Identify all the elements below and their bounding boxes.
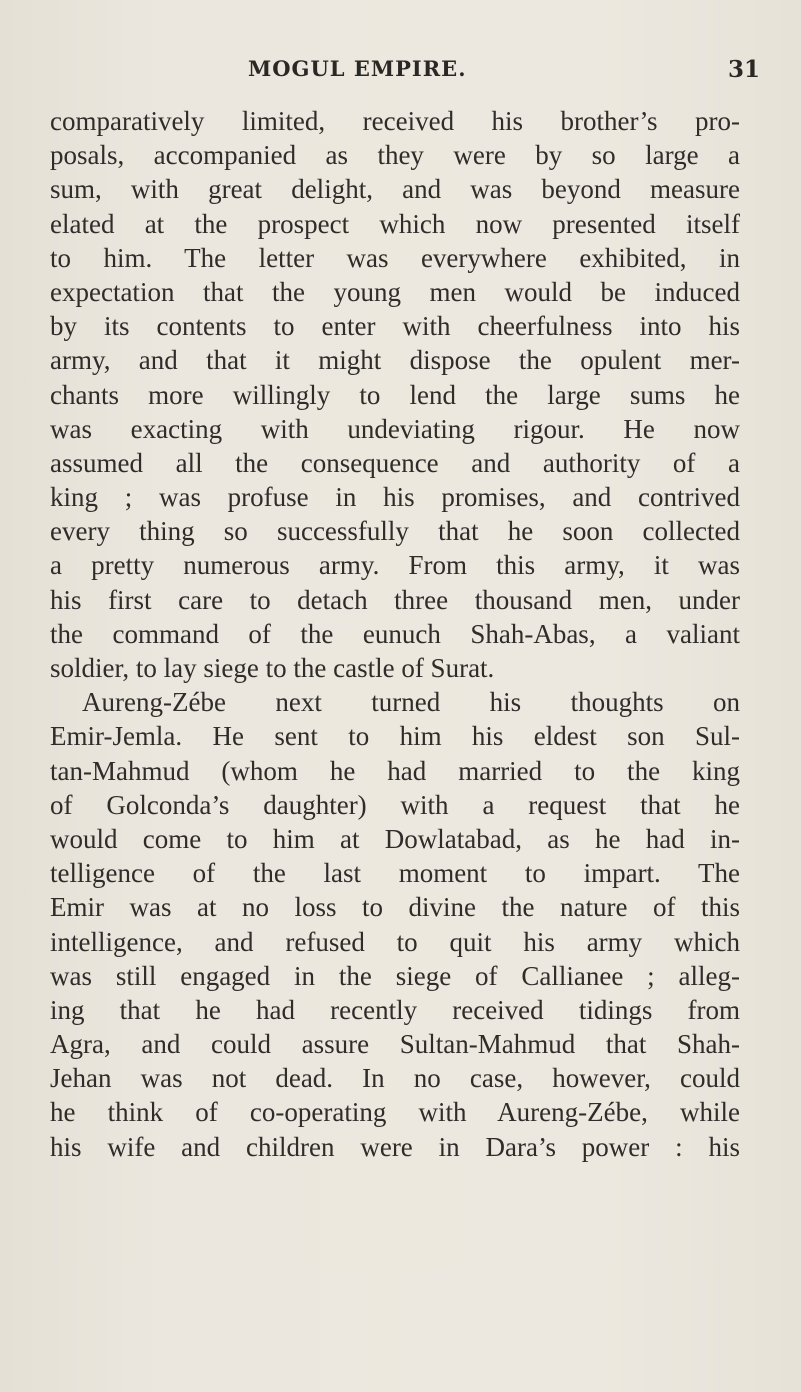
text-line: sum, with great delight, and was beyond measure — [50, 174, 740, 205]
text-line: chants more willingly to lend the large sums he — [50, 379, 740, 410]
page-number: 31 — [728, 56, 761, 83]
text-line: elated at the prospect which now presented itself — [50, 208, 740, 239]
text-line: was still engaged in the siege of Callianee ; alleg- — [50, 960, 740, 991]
text-line: his first care to detach three thousand men, under — [50, 584, 740, 615]
text-line: by its contents to enter with cheerfulness into his — [50, 311, 740, 342]
text-line: assumed all the consequence and authority of a — [50, 447, 740, 478]
text-line: Agra, and could assure Sultan-Mahmud that Shah- — [50, 1029, 740, 1060]
text-line: comparatively limited, received his brother’s pro- — [50, 106, 740, 136]
text-line: every thing so successfully that he soon collected — [50, 516, 740, 547]
page-header — [0, 56, 801, 92]
text-line: telligence of the last moment to impart. The — [50, 858, 740, 889]
text-line: he think of co-operating with Aureng-Zébe, while — [50, 1097, 740, 1128]
text-line: ing that he had recently received tidings from — [50, 994, 740, 1025]
text-line: was exacting with undeviating rigour. He now — [50, 413, 740, 444]
text-line: would come to him at Dowlatabad, as he had in- — [50, 823, 740, 854]
running-head: MOGUL EMPIRE. — [248, 56, 467, 81]
text-line: the command of the eunuch Shah-Abas, a valiant — [50, 618, 740, 649]
text-line: tan-Mahmud (whom he had married to the king — [50, 755, 740, 786]
text-line: soldier, to lay siege to the castle of Surat. — [50, 653, 495, 683]
text-line: a pretty numerous army. From this army, it was — [50, 550, 740, 581]
text-line: Jehan was not dead. In no case, however, could — [50, 1063, 740, 1094]
text-line: king ; was profuse in his promises, and contrived — [50, 482, 740, 513]
text-line: posals, accompanied as they were by so large a — [50, 140, 740, 171]
text-line: his wife and children were in Dara’s power : his — [50, 1131, 740, 1162]
text-line: Emir was at no loss to divine the nature of this — [50, 892, 740, 923]
text-line: expectation that the young men would be induced — [50, 276, 740, 307]
text-line: intelligence, and refused to quit his army which — [50, 926, 740, 957]
paragraph-first-line: Aureng-Zébe next turned his thoughts on — [82, 687, 740, 718]
text-line: army, and that it might dispose the opulent mer- — [50, 345, 740, 376]
text-line: to him. The letter was everywhere exhibited, in — [50, 242, 740, 273]
text-line: Emir-Jemla. He sent to him his eldest son Sul- — [50, 721, 740, 752]
text-line: of Golconda’s daughter) with a request that he — [50, 789, 740, 820]
body-text — [50, 104, 740, 1164]
